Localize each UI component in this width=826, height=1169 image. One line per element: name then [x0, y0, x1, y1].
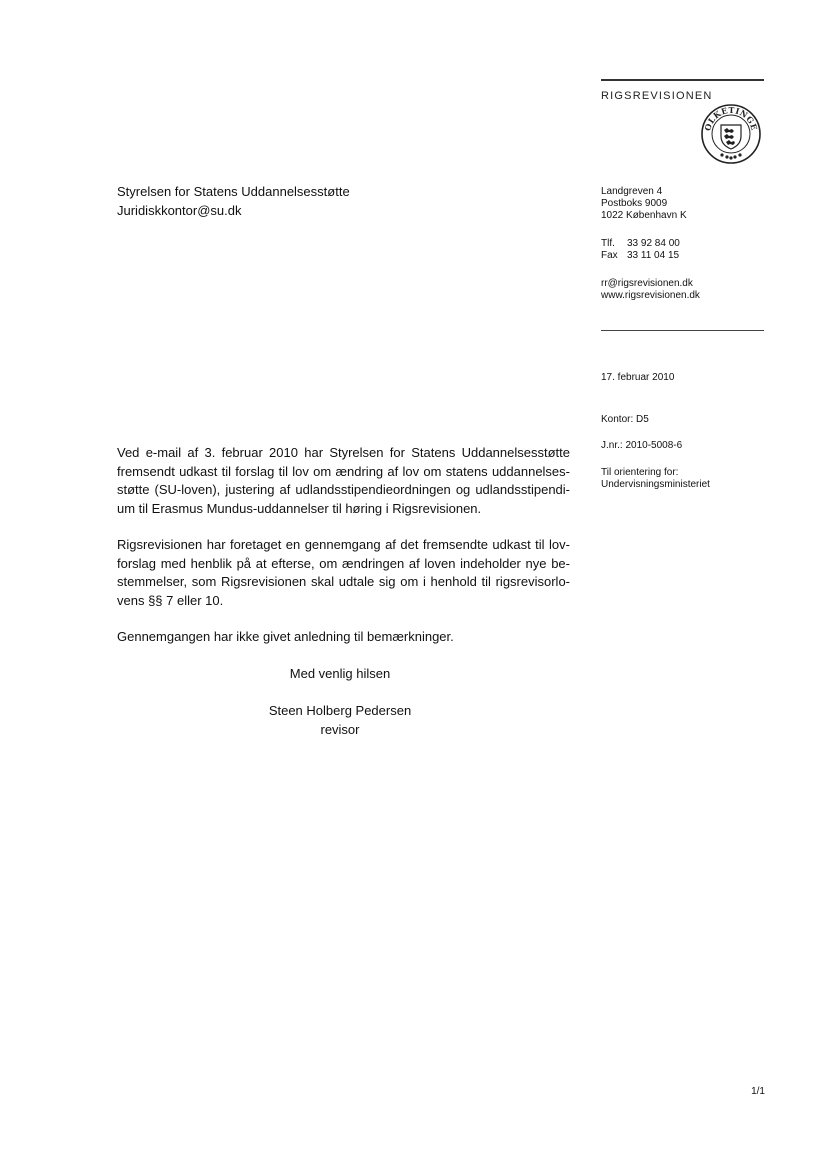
body-paragraph-2: [117, 536, 570, 610]
signatory-title: revisor: [320, 721, 360, 737]
sender-web-link[interactable]: www.rigsrevisionen.dk: [601, 290, 700, 301]
cc-block: [601, 467, 710, 491]
svg-text:FOLKETINGET: OLKETINGE: [702, 104, 760, 132]
body-line: stemmelser, som Rigsrevisionen skal udtale sig om i henhold til rigsrevisorlo-: [117, 574, 570, 589]
office-code: Kontor: D5: [601, 414, 649, 425]
phone-number: 33 92 84 00: [627, 238, 680, 249]
org-name: RIGSREVISIONEN: [601, 90, 713, 102]
recipient-name: Styrelsen for Statens Uddannelsesstøtte: [117, 184, 350, 199]
body-line: fremsendt udkast til forslag til lov om ændring af lov om statens uddannelses-: [117, 463, 570, 479]
sender-city: 1022 København K: [601, 210, 687, 221]
journal-number: J.nr.: 2010-5008-6: [601, 440, 683, 451]
signature-block: [210, 702, 470, 739]
recipient-block: [117, 183, 350, 220]
sender-phone-block: [601, 238, 680, 262]
sender-street: Landgreven 4: [601, 186, 663, 197]
letterhead-top-rule: [601, 79, 764, 81]
fax-label: Fax: [601, 250, 618, 261]
body-line: støtte (SU-loven), justering af udlandsstipendieordningen og udlandsstipendi-: [117, 482, 570, 497]
phone-label: Tlf.: [601, 238, 615, 249]
cc-value: Undervisningsministeriet: [601, 479, 710, 490]
body-line: vens §§ 7 eller 10.: [117, 592, 224, 608]
letter-date: 17. februar 2010: [601, 372, 675, 383]
sender-email-link[interactable]: rr@rigsrevisionen.dk: [601, 278, 693, 289]
body-line: um til Erasmus Mundus-uddannelser til høring i Rigsrevisionen.: [117, 500, 482, 516]
cc-label: Til orientering for:: [601, 467, 679, 478]
closing-greeting: Med venlig hilsen: [289, 666, 391, 681]
folketinget-seal: [700, 103, 762, 165]
body-line: Ved e-mail af 3. februar 2010 har Styrelsen for Statens Uddannelsesstøtte: [117, 445, 570, 460]
sender-divider: [601, 330, 764, 331]
sender-fax-row: [601, 250, 680, 262]
signatory-name: Steen Holberg Pedersen: [268, 703, 412, 718]
body-line: forslag med henblik på at efterse, om ændringen af loven indeholder nye be-: [117, 555, 570, 571]
sender-pobox: Postboks 9009: [601, 198, 668, 209]
fax-number: 33 11 04 15: [627, 250, 680, 261]
sender-address: [601, 186, 687, 222]
sender-phone-row: [601, 238, 680, 250]
body-paragraph-3: [117, 628, 570, 647]
recipient-email[interactable]: Juridiskkontor@su.dk: [117, 202, 242, 218]
page-number: 1/1: [751, 1086, 765, 1097]
body-line: Gennemgangen har ikke givet anledning til bemærkninger.: [117, 629, 454, 644]
body-paragraph-1: [117, 444, 570, 518]
sender-online: [601, 278, 700, 302]
body-line: Rigsrevisionen har foretaget en gennemgang af det fremsendte udkast til lov-: [117, 537, 570, 552]
